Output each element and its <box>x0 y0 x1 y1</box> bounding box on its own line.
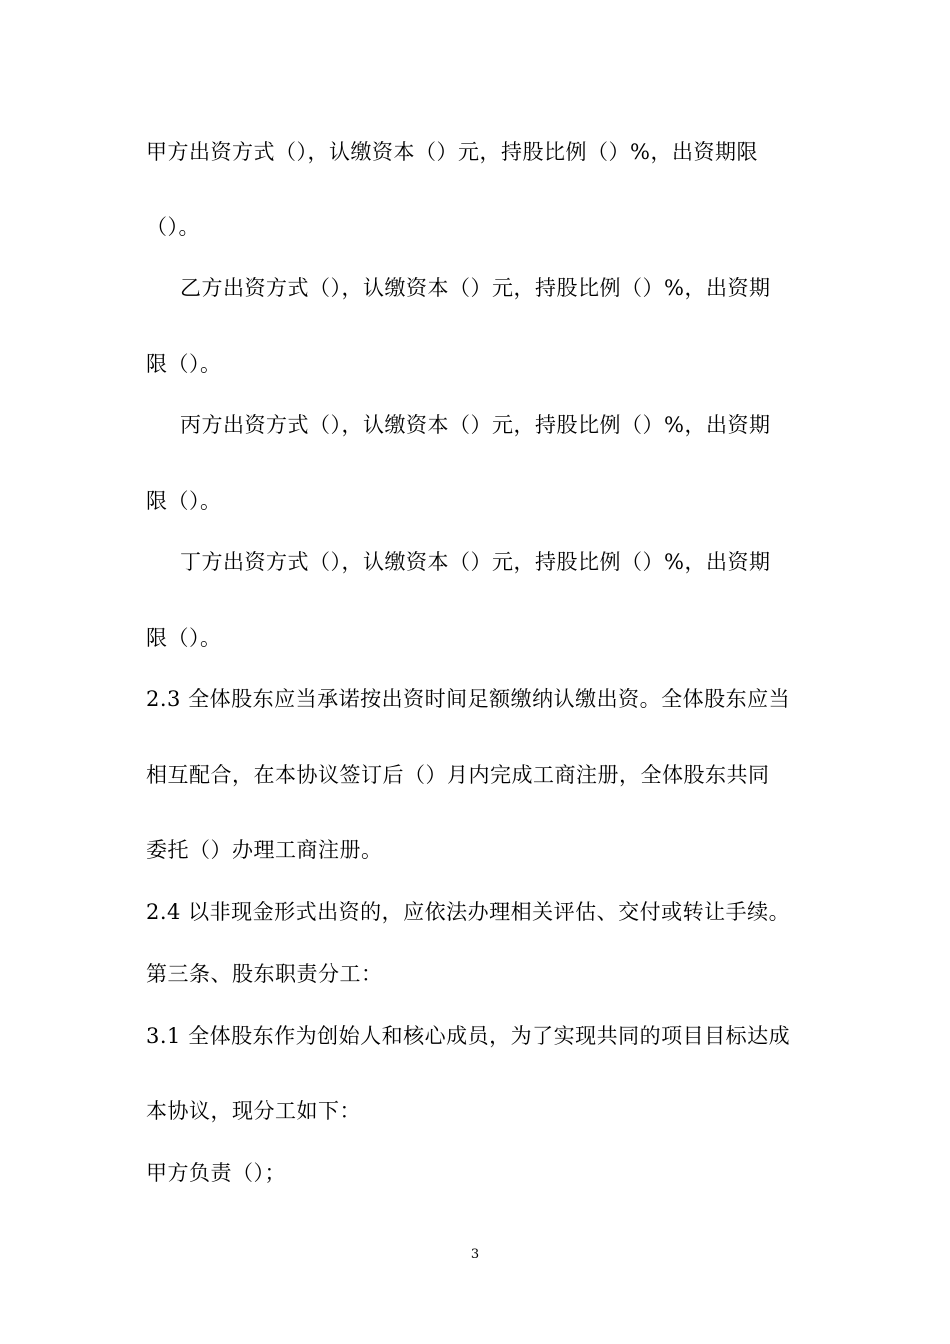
text-line-party-d-term: 限（）。 <box>146 626 222 650</box>
text-line-party-d-contribution: 丁方出资方式（），认缴资本（）元，持股比例（）%，出资期 <box>180 550 771 574</box>
clause-2-3-line-1: 2.3 全体股东应当承诺按出资时间足额缴纳认缴出资。全体股东应当 <box>146 687 791 711</box>
text-line-party-a-contribution: 甲方出资方式（），认缴资本（）元，持股比例（）%，出资期限 <box>146 140 758 164</box>
text-line-party-b-term: 限（）。 <box>146 352 222 376</box>
page-number: 3 <box>470 1247 480 1262</box>
clause-3-1-line-1: 3.1 全体股东作为创始人和核心成员，为了实现共同的项目目标达成 <box>146 1024 791 1048</box>
article-3-heading: 第三条、股东职责分工： <box>146 962 383 986</box>
clause-2-4: 2.4 以非现金形式出资的，应依法办理相关评估、交付或转让手续。 <box>146 900 791 924</box>
text-line-party-b-contribution: 乙方出资方式（），认缴资本（）元，持股比例（）%，出资期 <box>180 276 771 300</box>
text-line-party-c-contribution: 丙方出资方式（），认缴资本（）元，持股比例（）%，出资期 <box>180 413 771 437</box>
clause-2-3-line-2: 相互配合，在本协议签订后（）月内完成工商注册，全体股东共同 <box>146 763 770 787</box>
party-a-duty: 甲方负责（）； <box>146 1161 286 1185</box>
text-line-party-a-term: （）。 <box>146 215 200 239</box>
clause-2-3-line-3: 委托（）办理工商注册。 <box>146 838 383 862</box>
clause-3-1-line-2: 本协议，现分工如下： <box>146 1099 361 1123</box>
text-line-party-c-term: 限（）。 <box>146 489 222 513</box>
